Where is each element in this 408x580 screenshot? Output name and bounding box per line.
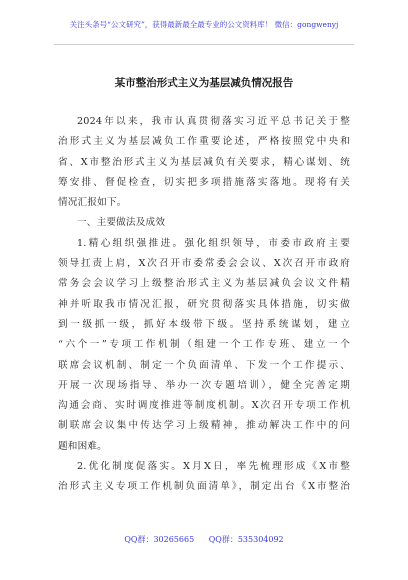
paragraph-line: 联席会议机制、制定一个负面清单、下发一个工作提示、 — [58, 359, 350, 371]
paragraph-line: 到一级抓一级，抓好本级带下级。坚持系统谋划，建立 — [58, 318, 350, 330]
paragraph-line: 领导扛责上肩，X次召开市委常委会会议、X次召开市政府 — [58, 258, 350, 270]
paragraph-line: 筹安排、督促检查，切实把多项措施落实落地。现将有关 — [58, 176, 350, 188]
document-title: 某市整治形式主义为基层减负情况报告 — [114, 77, 294, 89]
paragraph-line: “六个一”专项工作机制（组建一个工作专班、建立一个 — [58, 339, 350, 351]
paragraph-line: 省、X市整治形式主义为基层减负有关要求，精心谋划、统 — [58, 156, 350, 168]
qq-group-2: QQ群：535304092 — [208, 535, 284, 544]
paragraph-line: 题和困难。 — [58, 440, 107, 452]
header-banner: 关注头条号“公文研究”，获得最新最全最专业的公文资料库！ 微信：gongwenyj — [69, 20, 339, 29]
section-heading: 一、主要做法及成效 — [77, 217, 166, 229]
header-divider — [54, 44, 354, 45]
paragraph-line: 治形式主义为基层减负工作重要论述，严格按照党中央和 — [58, 136, 350, 148]
paragraph-line: 开展一次现场指导、举办一次专题培训），健全完善定期 — [58, 379, 350, 391]
paragraph-line: 1.精心组织强推进。强化组织领导，市委市政府主要 — [77, 237, 350, 249]
paragraph-line: 常务会会议学习上级整治形式主义为基层减负会议文件精 — [58, 278, 350, 290]
paragraph-line: 治形式主义专项工作机制负面清单》，制定出台《X市整治 — [58, 481, 350, 493]
footer-contact — [0, 534, 408, 546]
paragraph-line: 神并听取我市情况汇报，研究贯彻落实具体措施，切实做 — [58, 298, 350, 310]
paragraph-line: 制联席会议集中传达学习上级精神，推动解决工作中的问 — [58, 420, 350, 432]
paragraph-line: 情况汇报如下。 — [58, 197, 127, 209]
paragraph-line: 沟通会商、实时调度推进等制度机制。X次召开专项工作机 — [58, 400, 350, 412]
document-body — [58, 112, 350, 498]
qq-group-1: QQ群：30265665 — [124, 535, 195, 544]
paragraph-line: 2024年以来，我市认真贯彻落实习近平总书记关于整 — [77, 116, 350, 127]
paragraph-line: 2.优化制度促落实。X月X日，率先梳理形成《X市整 — [77, 461, 350, 473]
